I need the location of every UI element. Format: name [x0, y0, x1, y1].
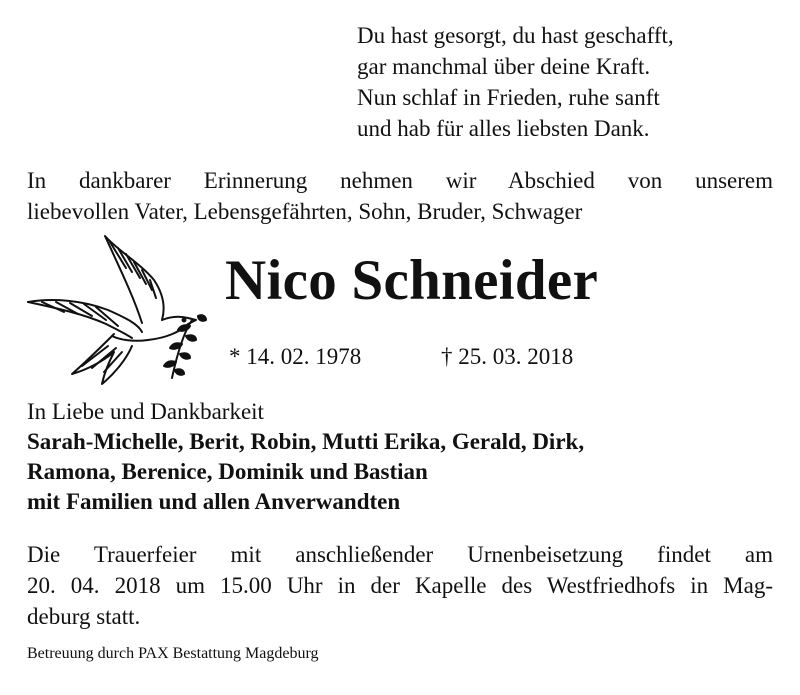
dove-icon [22, 228, 210, 388]
intro-text [27, 165, 773, 227]
mourners-block [27, 397, 584, 517]
mourners-line: Sarah-Michelle, Berit, Robin, Mutti Erika, Gerald, Dirk, [27, 429, 585, 454]
poem-line: Du hast gesorgt, du hast geschafft, [357, 23, 674, 48]
mourners-line: Ramona, Berenice, Dominik und Bastian [27, 459, 428, 484]
poem [357, 20, 674, 144]
funeral-home-note: Betreuung durch PAX Bestattung Magdeburg [27, 645, 319, 662]
poem-line: Nun schlaf in Frieden, ruhe sanft [357, 85, 660, 110]
mourners-line: mit Familien und allen Anverwandten [27, 489, 401, 514]
birth-date: * 14. 02. 1978 [229, 344, 362, 369]
deceased-name: Nico Schneider [225, 249, 599, 312]
intro-line: In dankbarer Erinnerung nehmen wir Abschied von unserem [27, 168, 773, 193]
ceremony-line: 20. 04. 2018 um 15.00 Uhr in der Kapelle des Westfriedhofs in Mag- [27, 573, 773, 598]
intro-line: liebevollen Vater, Lebensgefährten, Sohn, Bruder, Schwager [27, 199, 583, 224]
poem-line: gar manchmal über deine Kraft. [357, 54, 651, 79]
ceremony-text [27, 539, 773, 632]
poem-line: und hab für alles liebsten Dank. [357, 116, 650, 141]
mourners-intro: In Liebe und Dankbarkeit [27, 399, 264, 424]
death-date: † 25. 03. 2018 [441, 344, 574, 369]
ceremony-line: Die Trauerfeier mit anschließender Urnenbeisetzung findet am [27, 542, 773, 567]
ceremony-line: deburg statt. [27, 604, 141, 629]
